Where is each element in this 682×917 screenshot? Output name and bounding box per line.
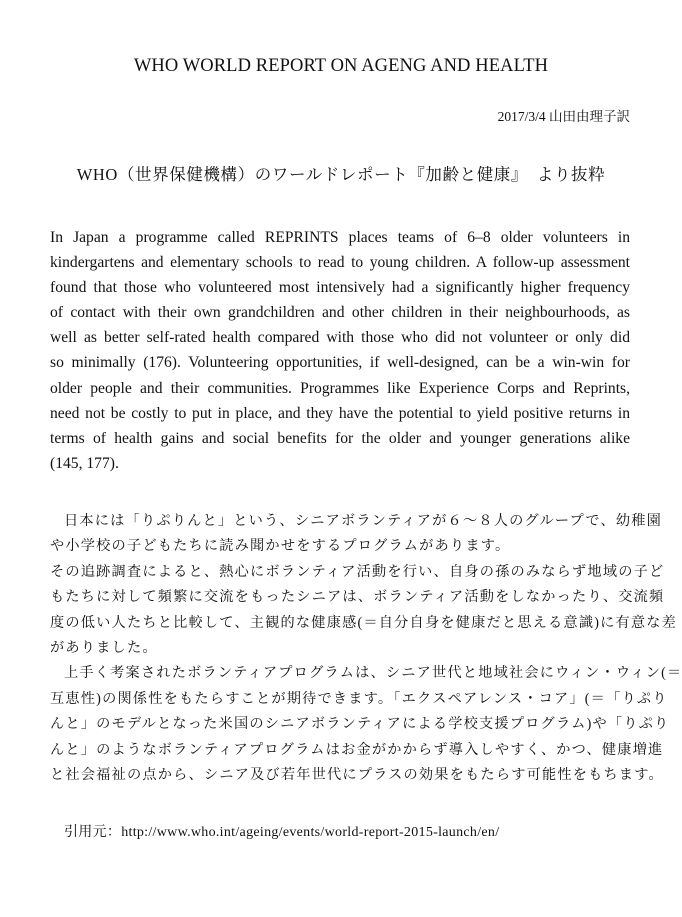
japanese-line: と社会福祉の点から、シニア及び若年世代にプラスの効果をもたらす可能性をもちます。 bbox=[50, 767, 664, 784]
english-line: terms of health gains and social benefits for the older and younger generations alike bbox=[50, 429, 630, 447]
japanese-line: がありました。 bbox=[50, 640, 158, 657]
english-line: older people and their communities. Programmes like Experience Corps and Reprints, bbox=[50, 379, 630, 397]
english-line: found that those who volunteered most intensively had a significantly higher frequency bbox=[50, 279, 630, 297]
english-paragraph bbox=[50, 225, 630, 476]
citation-source: 引用元：http://www.who.int/ageing/events/world-report-2015-launch/en/ bbox=[64, 825, 500, 840]
english-line: In Japan a programme called REPRINTS places teams of 6–8 older volunteers in bbox=[50, 229, 630, 246]
japanese-translation bbox=[50, 509, 682, 788]
japanese-line: その追跡調査によると、熱心にボランティア活動を行い、自身の孫のみならず地域の子ど bbox=[50, 563, 665, 580]
japanese-line: 度の低い人たちと比較して、主観的な健康感(＝自分自身を健康だと思える意識)に有意な差 bbox=[50, 614, 678, 631]
english-line: well as better self-rated health compared with those who did not volunteer or only did bbox=[50, 329, 630, 347]
document-subtitle: WHO（世界保健機構）のワールドレポート『加齢と健康』 より抜粋 bbox=[76, 165, 606, 184]
japanese-line: 互恵性)の関係性をもたらすことが期待できます。「エクスペアレンス・コア」(＝「りぷり bbox=[50, 690, 668, 707]
translation-byline: 2017/3/4 山田由理子訳 bbox=[497, 109, 630, 124]
japanese-line: んと」のモデルとなった米国のシニアボランティアによる学校支援プログラム)や「りぷり bbox=[50, 716, 670, 733]
english-line: of contact with their own grandchildren and other children in their neighbourhoods, as bbox=[50, 304, 630, 322]
japanese-line: 日本には「りぷりんと」という、シニアボランティアが６～８人のグループで、幼稚園 bbox=[64, 513, 662, 529]
japanese-line: もたちに対して頻繁に交流をもったシニアは、ボランティア活動をしなかったり、交流頻 bbox=[50, 589, 665, 606]
english-line: kindergartens and elementary schools to read to young children. A follow-up assessment bbox=[50, 254, 630, 272]
english-line: so minimally (176). Volunteering opportunities, if well-designed, can be a win-win for bbox=[50, 354, 630, 372]
english-line: need not be costly to put in place, and they have the potential to yield positive returns in bbox=[50, 404, 630, 422]
document-title: WHO WORLD REPORT ON AGENG AND HEALTH bbox=[133, 56, 549, 76]
japanese-line: んと」のようなボランティアプログラムはお金がかからず導入しやすく、かつ、健康増進 bbox=[50, 741, 664, 758]
japanese-line: や小学校の子どもたちに読み聞かせをするプログラムがあります。 bbox=[50, 538, 511, 555]
japanese-line: 上手く考案されたボランティアプログラムは、シニア世代と地域社会にウィン・ウィン(＝ bbox=[64, 665, 682, 682]
english-line: (145, 177). bbox=[50, 454, 119, 472]
